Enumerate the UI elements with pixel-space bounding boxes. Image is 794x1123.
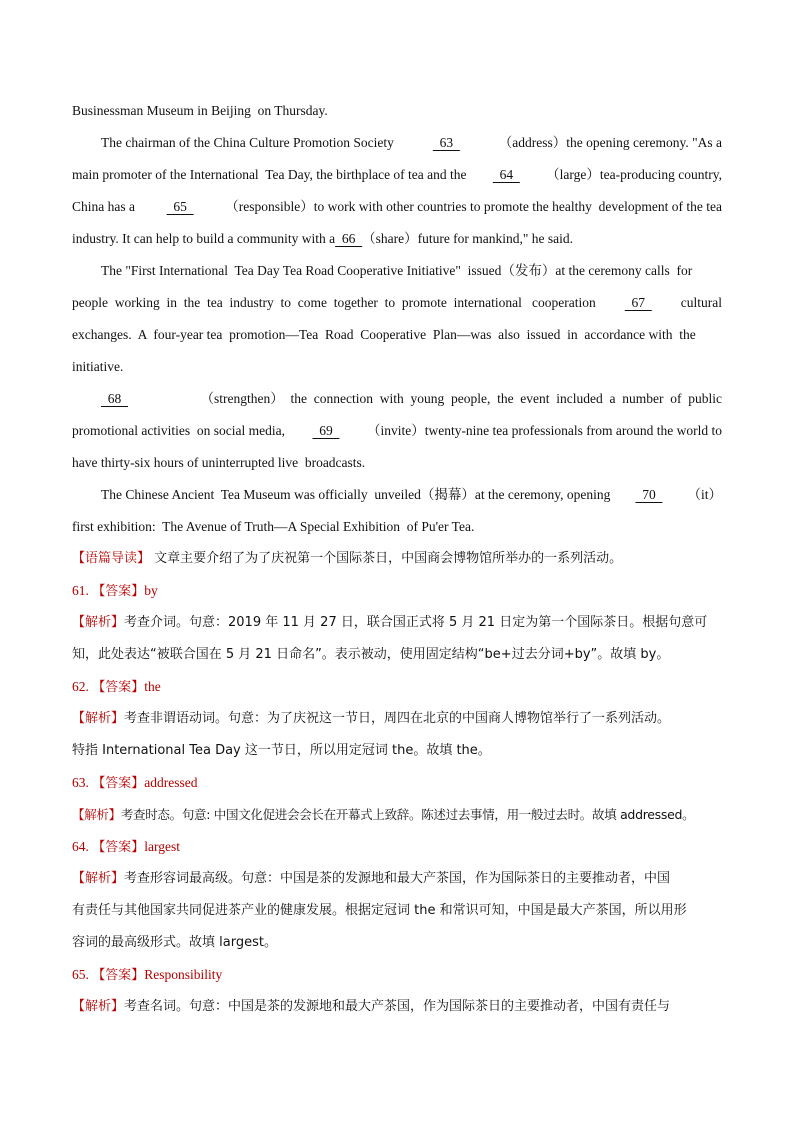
analysis-label: 【解析】 <box>72 615 125 630</box>
passage-line <box>72 195 722 227</box>
blank-64: 64 <box>492 167 520 182</box>
answer-value: largest <box>144 839 181 854</box>
guide-label: 【语篇导读】 <box>72 551 151 566</box>
passage-text: have thirty-six hours of uninterrupted live broadcasts. <box>72 455 366 470</box>
analysis-text: 考查名词。句意：中国是茶的发源地和最大产茶国，作为国际茶日的主要推动者，中国有责任与 <box>124 999 671 1014</box>
blank-66: 66 <box>335 231 363 246</box>
answer-label: 【答案】 <box>92 840 145 855</box>
passage-text: （large）tea-producing country, <box>546 167 722 182</box>
passage-line <box>72 451 722 483</box>
blank-69: 69 <box>312 423 340 438</box>
passage-text: China has a <box>72 199 135 214</box>
analysis-label: 【解析】 <box>72 871 125 886</box>
blank-68: 68 <box>101 391 128 406</box>
blank-67: 67 <box>624 295 652 310</box>
analysis-label: 【解析】 <box>72 807 121 822</box>
passage-line <box>72 291 722 323</box>
passage-line <box>72 259 722 291</box>
passage-text: （address）the opening ceremony. "As a <box>498 135 722 150</box>
analysis-text: 有责任与其他国家共同促进茶产业的健康发展。根据定冠词 the 和常识可知，中国是最大产茶国，所以用形 <box>72 903 687 918</box>
analysis-text: 考查形容词最高级。句意：中国是茶的发源地和最大产茶国，作为国际茶日的主要推动者，中国 <box>124 871 671 886</box>
passage-line <box>72 99 722 131</box>
passage-text: exchanges. A four-year tea promotion—Tea Road Cooperative Plan—was also issued in accordance with the <box>72 327 696 342</box>
answer-value: Responsibility <box>144 967 223 982</box>
passage-text: （responsible）to work with other countries to promote the healthy development of the tea <box>225 199 722 214</box>
passage-text: people working in the tea industry to come together to promote international cooperation <box>72 295 596 310</box>
analysis-line <box>72 899 722 931</box>
passage-line <box>72 483 722 515</box>
analysis-line <box>72 867 722 899</box>
question-number: 65. <box>72 967 89 982</box>
passage-text: The Chinese Ancient Tea Museum was officially unveiled（揭幕）at the ceremony, opening <box>101 487 611 502</box>
analysis-line <box>72 931 722 963</box>
analysis-text: 考查介词。句意：2019 年 11 月 27 日，联合国正式将 5 月 21 日定为第一个国际茶日。根据句意可 <box>124 615 708 630</box>
passage-line <box>72 515 722 547</box>
analysis-text: 容词的最高级形式。故填 largest。 <box>72 935 277 950</box>
passage-line <box>72 131 722 163</box>
passage-text: （it） <box>687 487 722 502</box>
answer-value: addressed <box>144 775 198 790</box>
blank-63: 63 <box>432 135 460 150</box>
analysis-text: 特指 International Tea Day 这一节日，所以用定冠词 the。故填 the。 <box>72 743 491 758</box>
passage-line <box>72 163 722 195</box>
analysis-line <box>72 803 722 835</box>
passage-line <box>72 227 722 259</box>
passage-text: industry. It can help to build a community with a <box>72 231 336 246</box>
analysis-label: 【解析】 <box>72 999 125 1014</box>
answer-label: 【答案】 <box>92 776 145 791</box>
analysis-label: 【解析】 <box>72 711 125 726</box>
passage-line <box>72 387 722 419</box>
passage-text: promotional activities on social media, <box>72 423 285 438</box>
question-number: 62. <box>72 679 89 694</box>
document-content <box>72 99 722 1027</box>
passage-text: （strengthen） the connection with young people, the event included a number of public <box>200 391 722 406</box>
answer-value: the <box>144 679 161 694</box>
analysis-text: 考查时态。句意: 中国文化促进会会长在开幕式上致辞。陈述过去事情，用一般过去时。故填 addressed。 <box>120 807 695 822</box>
reading-guide <box>72 547 722 579</box>
passage-text: （share）future for mankind," he said. <box>362 231 574 246</box>
passage-text: The "First International Tea Day Tea Road Cooperative Initiative" issued（发布）at the ceremony calls for <box>101 263 693 278</box>
analysis-line <box>72 643 722 675</box>
answer-value: by <box>144 583 158 598</box>
passage-line <box>72 355 722 387</box>
passage-text: cultural <box>680 295 722 310</box>
passage-text: main promoter of the International Tea Day, the birthplace of tea and the <box>72 167 467 182</box>
question-number: 64. <box>72 839 89 854</box>
analysis-line <box>72 995 722 1027</box>
answer-line <box>72 771 722 803</box>
answer-label: 【答案】 <box>92 968 145 983</box>
analysis-line <box>72 611 722 643</box>
passage-line <box>72 419 722 451</box>
passage-text: initiative. <box>72 359 124 374</box>
blank-70: 70 <box>635 487 663 502</box>
analysis-text: 知，此处表达“被联合国在 5 月 21 日命名”。表示被动，使用固定结构“be+过去分词+by”。故填 by。 <box>72 647 670 662</box>
question-number: 61. <box>72 583 89 598</box>
analysis-line <box>72 707 722 739</box>
passage-text: first exhibition: The Avenue of Truth—A Special Exhibition of Pu'er Tea. <box>72 519 475 534</box>
answer-label: 【答案】 <box>92 584 145 599</box>
answer-line <box>72 835 722 867</box>
passage-text: （invite）twenty-nine tea professionals from around the world to <box>366 423 722 438</box>
blank-65: 65 <box>166 199 194 214</box>
answer-line <box>72 675 722 707</box>
passage-text: The chairman of the China Culture Promotion Society <box>101 135 394 150</box>
analysis-text: 考查非谓语动词。句意：为了庆祝这一节日，周四在北京的中国商人博物馆举行了一系列活动。 <box>124 711 671 726</box>
answer-line <box>72 963 722 995</box>
passage-line <box>72 323 722 355</box>
passage-text: Businessman Museum in Beijing on Thursday. <box>72 103 328 118</box>
answer-line <box>72 579 722 611</box>
guide-text: 文章主要介绍了为了庆祝第一个国际茶日，中国商会博物馆所举办的一系列活动。 <box>150 551 623 566</box>
analysis-line <box>72 739 722 771</box>
question-number: 63. <box>72 775 89 790</box>
answer-label: 【答案】 <box>92 680 145 695</box>
